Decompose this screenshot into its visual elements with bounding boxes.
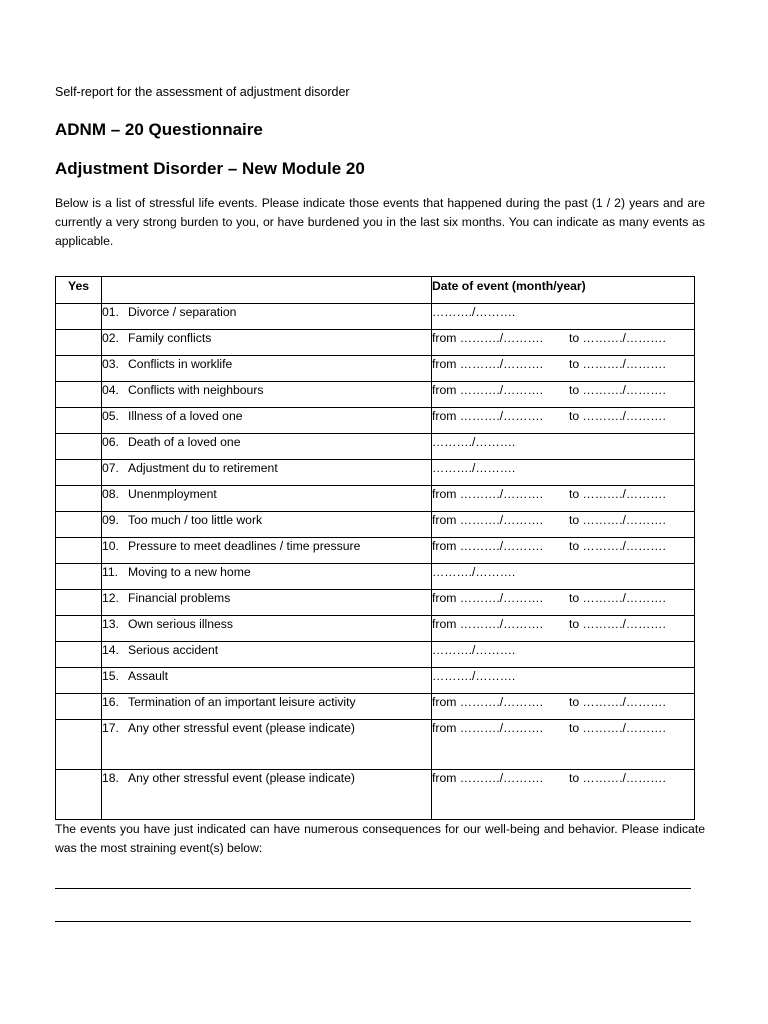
- event-number: 08.: [102, 487, 119, 501]
- yes-checkbox-cell[interactable]: [56, 770, 102, 820]
- date-cell[interactable]: [432, 770, 695, 820]
- date-to-field[interactable]: to ………./……….: [569, 539, 666, 553]
- table-row: [56, 538, 695, 564]
- event-label: Too much / too little work: [128, 513, 263, 527]
- column-header-date: Date of event (month/year): [432, 277, 695, 304]
- event-number: 12.: [102, 591, 119, 605]
- table-row: [56, 668, 695, 694]
- date-to-field[interactable]: to ………./……….: [569, 695, 666, 709]
- event-cell: [102, 486, 432, 512]
- event-cell: [102, 642, 432, 668]
- table-row: [56, 304, 695, 330]
- table-row: [56, 642, 695, 668]
- event-cell: [102, 356, 432, 382]
- event-label: Family conflicts: [128, 331, 212, 345]
- date-cell[interactable]: [432, 512, 695, 538]
- events-table: [55, 276, 695, 820]
- answer-line-1[interactable]: [55, 888, 691, 889]
- event-number: 11.: [102, 565, 119, 579]
- yes-checkbox-cell[interactable]: [56, 668, 102, 694]
- date-cell[interactable]: [432, 668, 695, 694]
- date-from-field[interactable]: from ………./……….: [432, 539, 544, 553]
- table-row: [56, 408, 695, 434]
- date-from-field[interactable]: from ………./……….: [432, 721, 544, 735]
- date-from-field[interactable]: ………./……….: [432, 461, 516, 475]
- date-from-field[interactable]: ………./……….: [432, 305, 516, 319]
- date-from-field[interactable]: from ………./……….: [432, 771, 544, 785]
- event-label: Conflicts with neighbours: [128, 383, 264, 397]
- event-label: Financial problems: [128, 591, 231, 605]
- yes-checkbox-cell[interactable]: [56, 694, 102, 720]
- events-table-body: [56, 304, 695, 820]
- event-number: 02.: [102, 331, 119, 345]
- event-cell: [102, 330, 432, 356]
- table-row: [56, 616, 695, 642]
- table-row: [56, 486, 695, 512]
- event-cell: [102, 668, 432, 694]
- date-from-field[interactable]: ………./……….: [432, 643, 516, 657]
- yes-checkbox-cell[interactable]: [56, 720, 102, 770]
- table-row: [56, 564, 695, 590]
- table-row: [56, 460, 695, 486]
- table-row: [56, 512, 695, 538]
- column-header-event: [102, 277, 432, 304]
- date-from-field[interactable]: from ………./……….: [432, 409, 544, 423]
- table-row: [56, 356, 695, 382]
- date-to-field[interactable]: to ………./……….: [569, 721, 666, 735]
- event-cell: [102, 616, 432, 642]
- event-label: Assault: [128, 669, 168, 683]
- date-to-field[interactable]: to ………./……….: [569, 331, 666, 345]
- event-number: 17.: [102, 721, 119, 735]
- date-to-field[interactable]: to ………./……….: [569, 409, 666, 423]
- document-subtitle: Self-report for the assessment of adjustment disorder: [55, 85, 350, 99]
- date-cell[interactable]: [432, 538, 695, 564]
- event-cell: [102, 434, 432, 460]
- table-row: [56, 382, 695, 408]
- event-number: 10.: [102, 539, 119, 553]
- date-from-field[interactable]: ………./……….: [432, 435, 516, 449]
- event-cell: [102, 382, 432, 408]
- date-cell[interactable]: [432, 642, 695, 668]
- table-row: [56, 330, 695, 356]
- date-cell[interactable]: [432, 330, 695, 356]
- yes-checkbox-cell[interactable]: [56, 460, 102, 486]
- date-from-field[interactable]: ………./……….: [432, 669, 516, 683]
- event-cell: [102, 460, 432, 486]
- event-label: Death of a loved one: [128, 435, 241, 449]
- document-title: ADNM – 20 Questionnaire: [55, 120, 263, 139]
- event-label: Any other stressful event (please indicate): [128, 771, 355, 785]
- yes-checkbox-cell[interactable]: [56, 330, 102, 356]
- date-from-field[interactable]: from ………./……….: [432, 513, 544, 527]
- date-to-field[interactable]: to ………./……….: [569, 617, 666, 631]
- event-label: Serious accident: [128, 643, 219, 657]
- yes-checkbox-cell[interactable]: [56, 434, 102, 460]
- event-cell: [102, 694, 432, 720]
- date-cell[interactable]: [432, 382, 695, 408]
- date-cell[interactable]: [432, 408, 695, 434]
- date-from-field[interactable]: from ………./……….: [432, 357, 544, 371]
- table-row: [56, 590, 695, 616]
- yes-checkbox-cell[interactable]: [56, 486, 102, 512]
- event-label: Own serious illness: [128, 617, 233, 631]
- table-row: [56, 694, 695, 720]
- intro-paragraph: Below is a list of stressful life events. Please indicate those events that happened during the past (1 / 2) years and are currently a very strong burden to you, or have burdened you in the last six months. You can indicate as many events as applicable.: [55, 196, 705, 248]
- event-label: Pressure to meet deadlines / time pressure: [128, 539, 361, 553]
- table-row: [56, 434, 695, 460]
- event-label: Adjustment du to retirement: [128, 461, 278, 475]
- yes-checkbox-cell[interactable]: [56, 564, 102, 590]
- event-label: Conflicts in worklife: [128, 357, 233, 371]
- yes-checkbox-cell[interactable]: [56, 590, 102, 616]
- date-from-field[interactable]: from ………./……….: [432, 331, 544, 345]
- event-label: Illness of a loved one: [128, 409, 243, 423]
- event-number: 14.: [102, 643, 119, 657]
- event-cell: [102, 304, 432, 330]
- answer-line-2[interactable]: [55, 921, 691, 922]
- date-from-field[interactable]: ………./……….: [432, 565, 516, 579]
- event-number: 09.: [102, 513, 119, 527]
- event-label: Divorce / separation: [128, 305, 237, 319]
- date-to-field[interactable]: to ………./……….: [569, 591, 666, 605]
- event-label: Any other stressful event (please indicate): [128, 721, 355, 735]
- event-cell: [102, 512, 432, 538]
- event-number: 03.: [102, 357, 119, 371]
- event-number: 15.: [102, 669, 119, 683]
- event-number: 13.: [102, 617, 119, 631]
- date-from-field[interactable]: from ………./……….: [432, 617, 544, 631]
- document-title-secondary: Adjustment Disorder – New Module 20: [55, 159, 365, 178]
- table-row: [56, 770, 695, 820]
- event-cell: [102, 564, 432, 590]
- event-cell: [102, 538, 432, 564]
- event-number: 06.: [102, 435, 119, 449]
- table-header-row: [56, 277, 695, 304]
- event-cell: [102, 720, 432, 770]
- event-number: 16.: [102, 695, 119, 709]
- column-header-yes: Yes: [56, 277, 102, 304]
- date-cell[interactable]: [432, 616, 695, 642]
- yes-checkbox-cell[interactable]: [56, 642, 102, 668]
- date-from-field[interactable]: from ………./……….: [432, 695, 544, 709]
- table-row: [56, 720, 695, 770]
- date-cell[interactable]: [432, 460, 695, 486]
- date-to-field[interactable]: to ………./……….: [569, 513, 666, 527]
- date-to-field[interactable]: to ………./……….: [569, 771, 666, 785]
- date-from-field[interactable]: from ………./……….: [432, 383, 544, 397]
- date-cell[interactable]: [432, 564, 695, 590]
- date-to-field[interactable]: to ………./……….: [569, 357, 666, 371]
- date-from-field[interactable]: from ………./……….: [432, 591, 544, 605]
- event-number: 18.: [102, 771, 119, 785]
- event-label: Termination of an important leisure activity: [128, 695, 356, 709]
- yes-checkbox-cell[interactable]: [56, 304, 102, 330]
- event-number: 01.: [102, 305, 119, 319]
- event-cell: [102, 770, 432, 820]
- date-from-field[interactable]: from ………./……….: [432, 487, 544, 501]
- event-number: 04.: [102, 383, 119, 397]
- yes-checkbox-cell[interactable]: [56, 356, 102, 382]
- date-to-field[interactable]: to ………./……….: [569, 487, 666, 501]
- outro-paragraph: The events you have just indicated can have numerous consequences for our well-being and behavior. Please indicate was the most straining event(s) below:: [55, 822, 705, 855]
- event-label: Unenmployment: [128, 487, 217, 501]
- yes-checkbox-cell[interactable]: [56, 616, 102, 642]
- yes-checkbox-cell[interactable]: [56, 538, 102, 564]
- date-cell[interactable]: [432, 720, 695, 770]
- yes-checkbox-cell[interactable]: [56, 512, 102, 538]
- event-number: 05.: [102, 409, 119, 423]
- date-cell[interactable]: [432, 356, 695, 382]
- event-number: 07.: [102, 461, 119, 475]
- event-label: Moving to a new home: [128, 565, 251, 579]
- yes-checkbox-cell[interactable]: [56, 382, 102, 408]
- event-cell: [102, 590, 432, 616]
- date-cell[interactable]: [432, 304, 695, 330]
- date-to-field[interactable]: to ………./……….: [569, 383, 666, 397]
- event-cell: [102, 408, 432, 434]
- yes-checkbox-cell[interactable]: [56, 408, 102, 434]
- date-cell[interactable]: [432, 486, 695, 512]
- date-cell[interactable]: [432, 694, 695, 720]
- date-cell[interactable]: [432, 590, 695, 616]
- date-cell[interactable]: [432, 434, 695, 460]
